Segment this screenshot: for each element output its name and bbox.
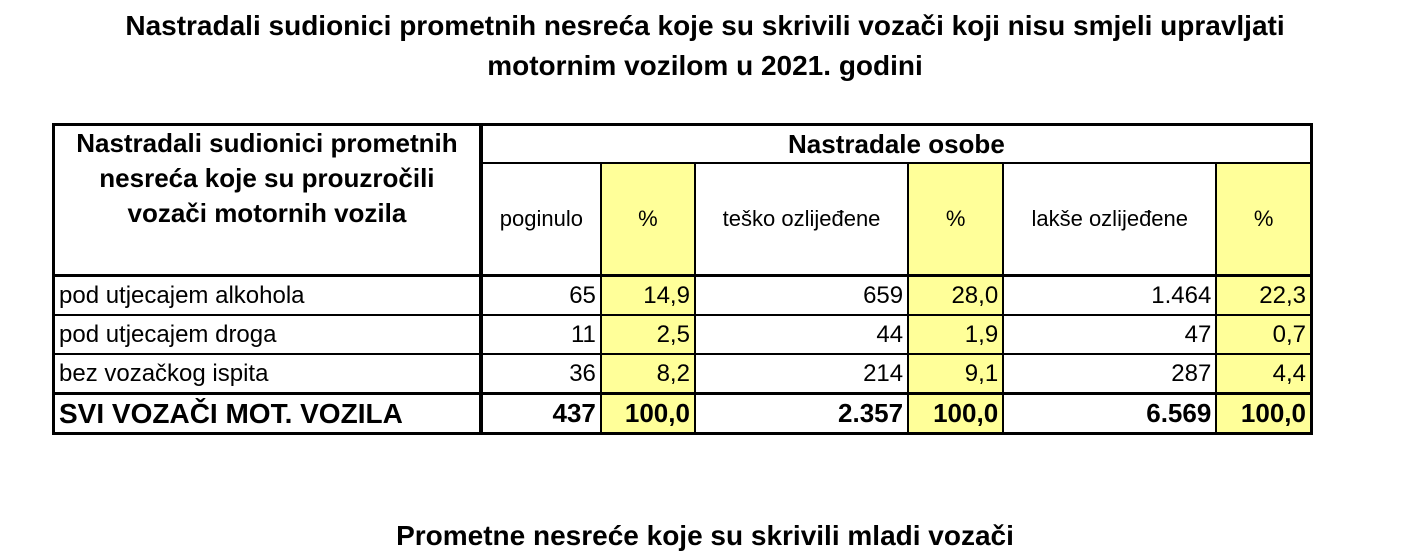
page-title — [0, 6, 1410, 86]
row-label: pod utjecajem alkohola — [54, 276, 481, 316]
column-header-percent: % — [1216, 163, 1311, 276]
table-cell: 65 — [481, 276, 601, 316]
column-header-seriously-injured: teško ozlijeđene — [695, 163, 908, 276]
table-row — [54, 315, 1312, 354]
total-row — [54, 394, 1312, 434]
table-cell: 22,3 — [1216, 276, 1311, 316]
table-cell: 47 — [1003, 315, 1216, 354]
total-cell: 100,0 — [1216, 394, 1311, 434]
table-cell: 28,0 — [908, 276, 1003, 316]
casualties-table — [52, 123, 1313, 435]
total-row-label: SVI VOZAČI MOT. VOZILA — [54, 394, 481, 434]
table-cell: 214 — [695, 354, 908, 394]
total-cell: 100,0 — [601, 394, 695, 434]
table-row — [54, 354, 1312, 394]
table-row — [54, 276, 1312, 316]
table-cell: 1,9 — [908, 315, 1003, 354]
row-label: pod utjecajem droga — [54, 315, 481, 354]
table-cell: 36 — [481, 354, 601, 394]
page-title-line-2: motornim vozilom u 2021. godini — [487, 50, 923, 81]
table-cell: 659 — [695, 276, 908, 316]
table-cell: 14,9 — [601, 276, 695, 316]
table-cell: 1.464 — [1003, 276, 1216, 316]
column-header-slightly-injured: lakše ozlijeđene — [1003, 163, 1216, 276]
page-title-line-1: Nastradali sudionici prometnih nesreća koje su skrivili vozači koji nisu smjeli upravljati — [125, 10, 1285, 41]
total-cell: 437 — [481, 394, 601, 434]
column-header-percent: % — [908, 163, 1003, 276]
table-cell: 44 — [695, 315, 908, 354]
table-cell: 8,2 — [601, 354, 695, 394]
table-cell: 287 — [1003, 354, 1216, 394]
table-cell: 4,4 — [1216, 354, 1311, 394]
row-label: bez vozačkog ispita — [54, 354, 481, 394]
column-header-percent: % — [601, 163, 695, 276]
total-cell: 6.569 — [1003, 394, 1216, 434]
table-cell: 11 — [481, 315, 601, 354]
column-header-killed: poginulo — [481, 163, 601, 276]
total-cell: 2.357 — [695, 394, 908, 434]
group-header: Nastradale osobe — [481, 125, 1312, 164]
table-cell: 9,1 — [908, 354, 1003, 394]
table-cell: 0,7 — [1216, 315, 1311, 354]
row-header: Nastradali sudionici prometnih nesreća koje su prouzročili vozači motornih vozila — [54, 125, 481, 276]
table-cell: 2,5 — [601, 315, 695, 354]
next-section-title: Prometne nesreće koje su skrivili mladi vozači — [396, 520, 1014, 551]
total-cell: 100,0 — [908, 394, 1003, 434]
